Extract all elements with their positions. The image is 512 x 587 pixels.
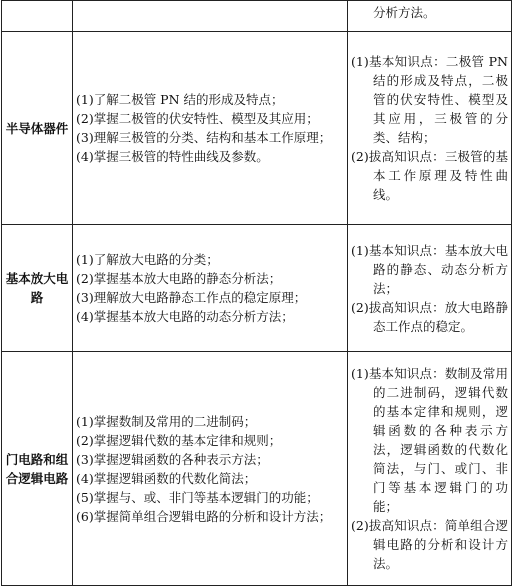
requirement-item: (3)理解放大电路静态工作点的稳定原理； [76,290,307,305]
requirement-item: (4)掌握逻辑函数的代数化简法； [76,470,257,486]
requirement-item: (4)掌握基本放大电路的动态分析方法； [76,309,294,324]
key-points-cell [348,225,512,352]
requirement-item: (3)掌握逻辑函数的各种表示方法； [76,451,269,467]
table-row-continued [2,1,512,32]
requirement-item: (1)掌握数制及常用的二进制码； [76,413,257,429]
table-row-semiconductor [2,32,512,225]
key-point-item: (1)基本知识点：二极管 PN 结的形成及特点，二极管的伏安特性、模型及其应用，三极管的分类、结构； [351,54,508,145]
requirements-cell [73,225,348,352]
requirement-item: (1)了解二极管 PN 结的形成及特点； [76,92,284,107]
continued-key-points-cell [348,1,512,32]
key-point-item: (1)基本知识点：基本放大电路的静态、动态分析方法； [351,242,508,296]
key-points-cell [348,32,512,225]
requirement-item: (3)理解三极管的分类、结构和基本工作原理； [76,130,332,145]
requirement-item: (2)掌握二极管的伏安特性、模型及其应用； [76,111,319,126]
category-cell: 基本放大电路 [2,225,73,352]
requirements-cell [73,32,348,225]
continued-category-cell [2,1,73,32]
key-point-item: (2)拔高知识点：简单组合逻辑电路的分析和设计方法。 [351,518,508,571]
requirement-item: (2)掌握基本放大电路的静态分析法； [76,271,282,286]
key-point-item: 分析方法。 [373,5,436,20]
requirement-item: (4)掌握三极管的特性曲线及参数。 [76,149,269,164]
key-point-item: (2)拔高知识点：放大电路静态工作点的稳定。 [351,299,508,334]
category-cell: 门电路和组合逻辑电路 [2,352,73,586]
table-row-amplifier [2,225,512,352]
requirements-cell [73,352,348,586]
table-row-logic [2,352,512,586]
key-point-item: (1)基本知识点：数制及常用的二进制码，逻辑代数的基本定律和规则，逻辑函数的各种表示方法，逻辑函数的代数化简法，与门、或门、非门等基本逻辑门的功能； [351,366,508,514]
key-points-cell [348,352,512,586]
requirement-item: (5)掌握与、或、非门等基本逻辑门的功能； [76,489,319,505]
continued-requirements-cell [73,1,348,32]
category-cell: 半导体器件 [2,32,73,225]
requirement-item: (2)掌握逻辑代数的基本定律和规则； [76,432,282,448]
key-point-item: (2)拔高知识点：三极管的基本工作原理及特性曲线。 [351,149,508,202]
requirement-item: (6)掌握简单组合逻辑电路的分析和设计方法； [76,508,332,524]
syllabus-table [1,0,512,586]
requirement-item: (1)了解放大电路的分类； [76,252,219,267]
